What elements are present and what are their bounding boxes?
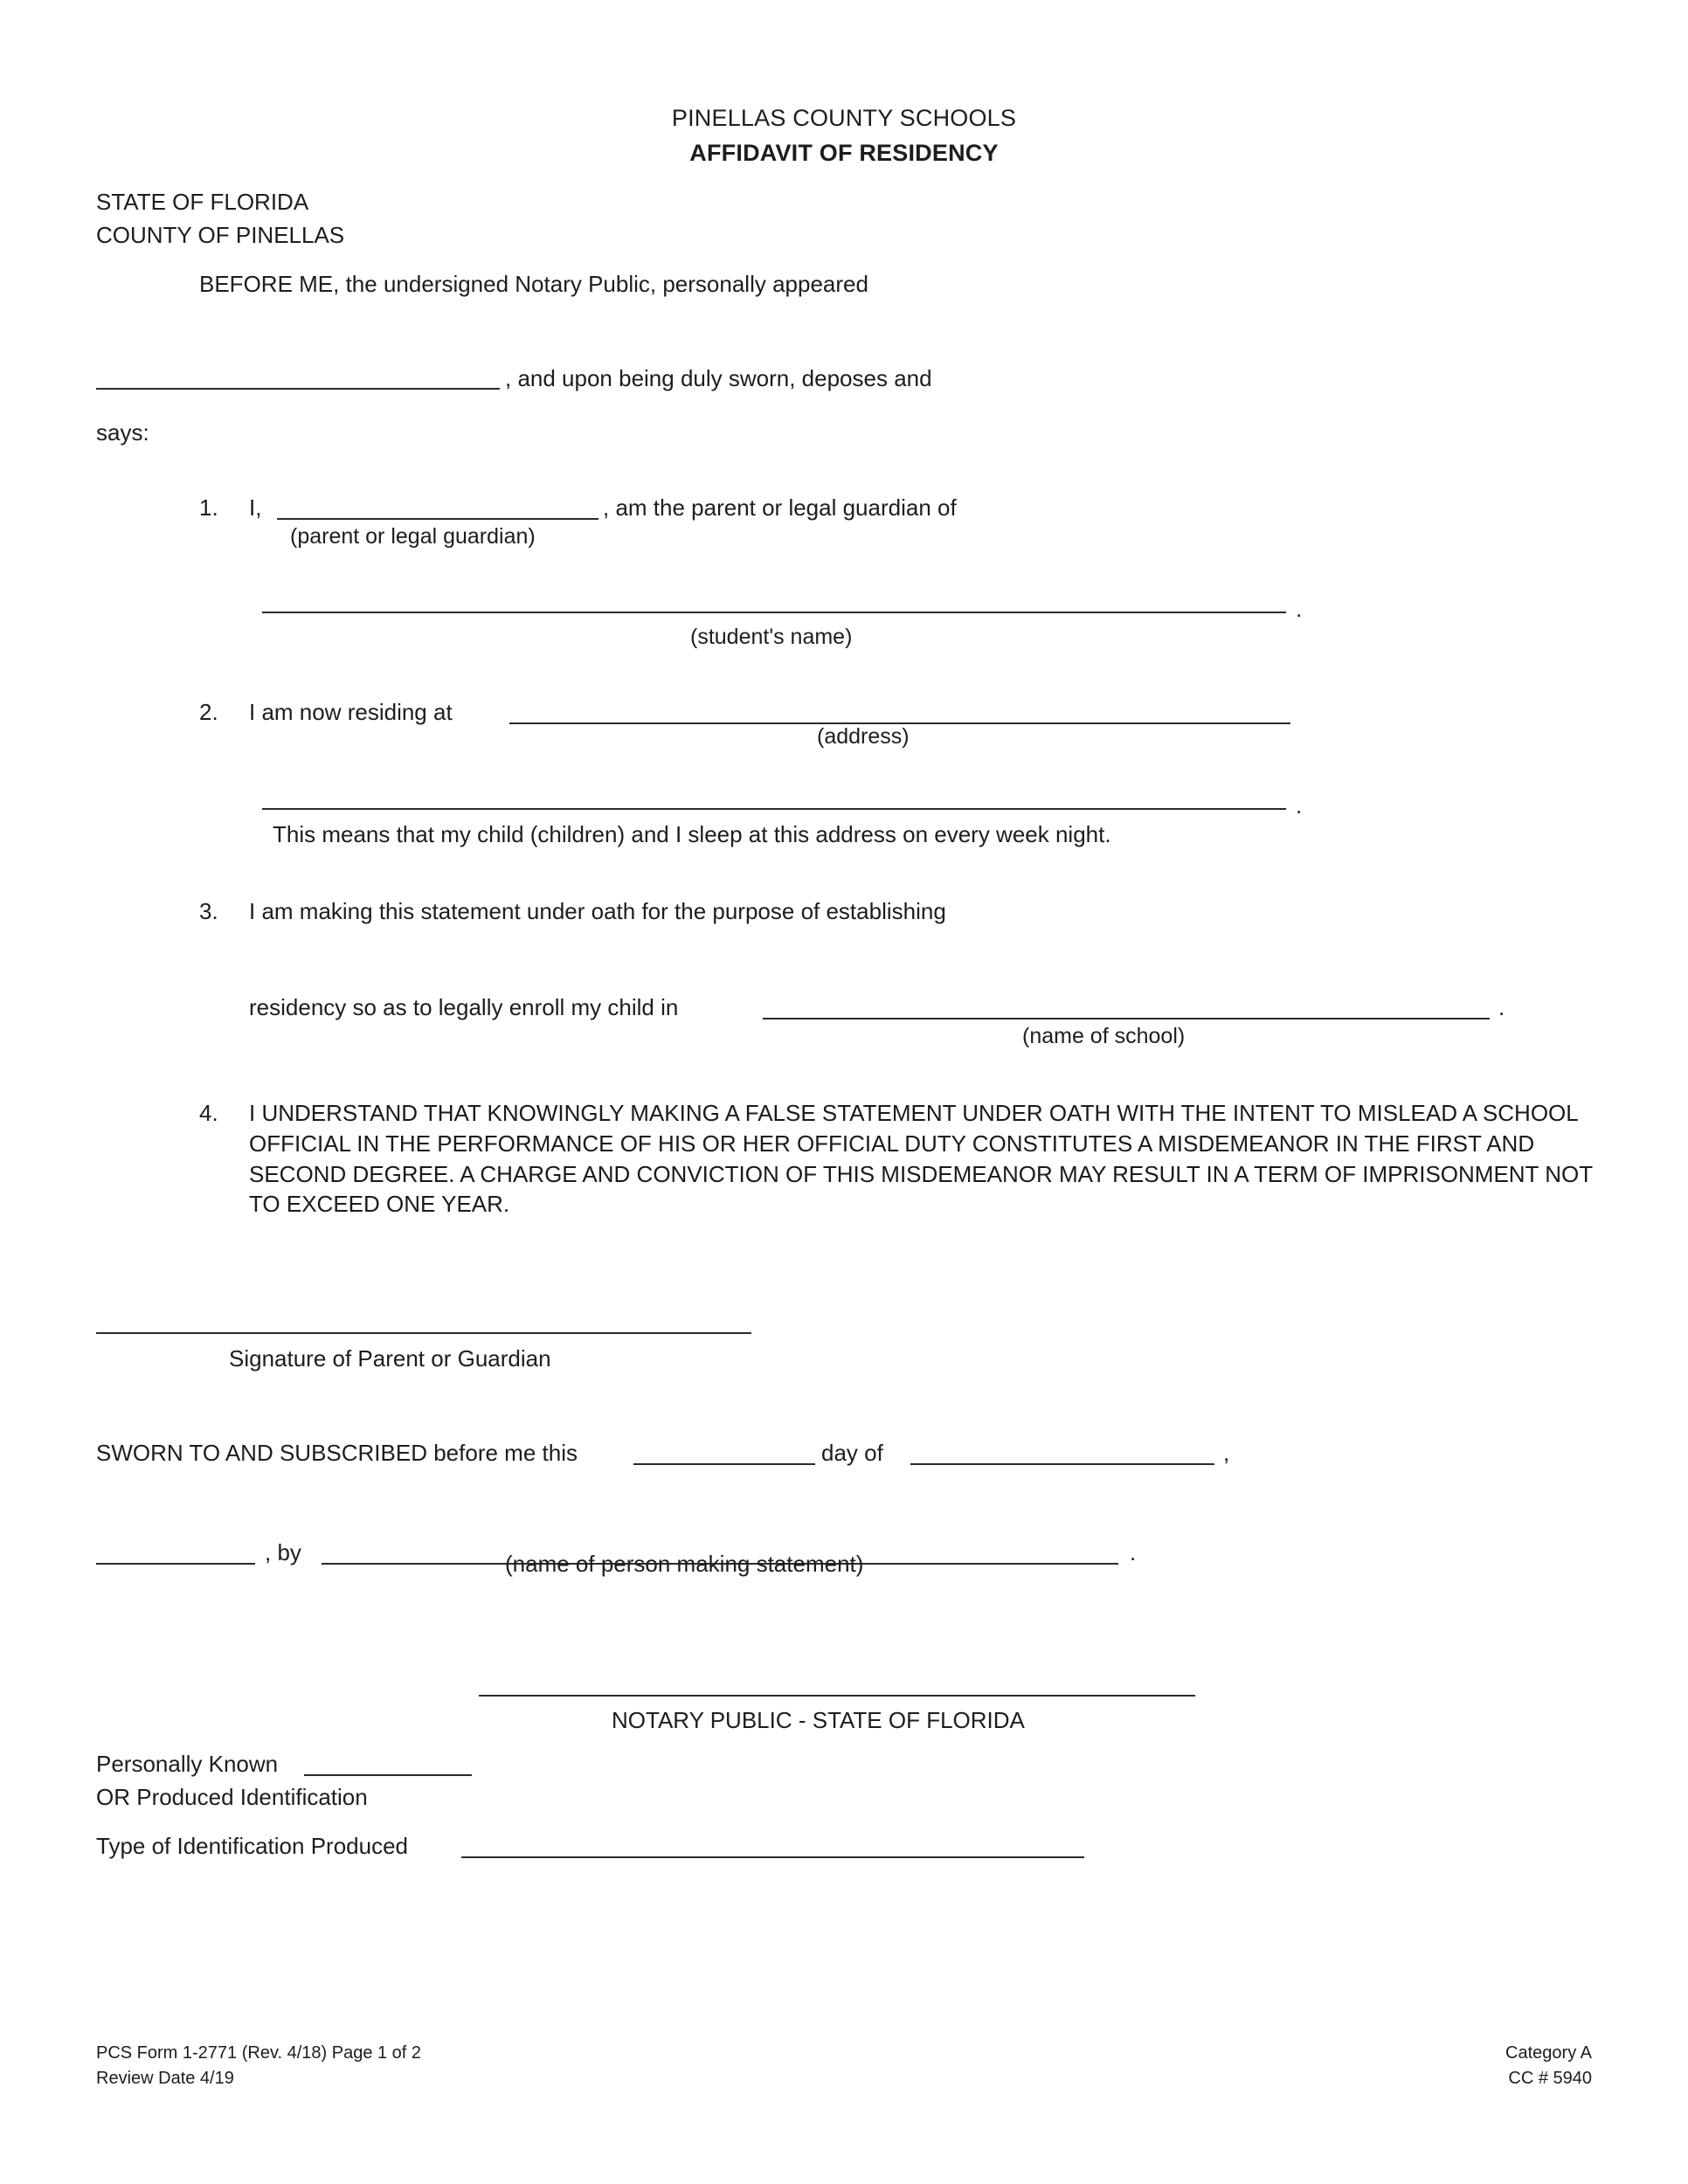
- sworn-day-blank[interactable]: [633, 1463, 815, 1465]
- item-4-paragraph: I UNDERSTAND THAT KNOWINGLY MAKING A FALSE STATEMENT UNDER OATH WITH THE INTENT TO MISLEAD A SCHOOL OFFICIAL IN THE PERFORMANCE OF HIS OR HER OFFICIAL DUTY CONSTITUTES A MISDEMEANOR IN THE FIRST AND SECOND DEGREE. A CHARGE AND CONVICTION OF THIS MISDEMEANOR MAY RESULT IN A TERM OF IMPRISONMENT NOT TO EXCEED ONE YEAR.: [249, 1100, 1593, 1218]
- county-line: COUNTY OF PINELLAS: [96, 222, 345, 248]
- item-1-prefix: I,: [249, 494, 262, 521]
- address-caption: (address): [817, 724, 910, 749]
- sworn-year-blank[interactable]: [96, 1563, 255, 1565]
- footer-review-date: Review Date 4/19: [96, 2069, 234, 2088]
- personally-known-blank[interactable]: [304, 1774, 472, 1776]
- by-period: .: [1130, 1539, 1137, 1565]
- item-3-line-2: residency so as to legally enroll my child in: [249, 994, 679, 1020]
- student-name-blank[interactable]: [262, 612, 1286, 613]
- item-3-line-1: I am making this statement under oath for the purpose of establishing: [249, 898, 946, 924]
- by-label: , by: [265, 1539, 301, 1565]
- item-2-text: I am now residing at: [249, 699, 453, 725]
- parent-signature-blank[interactable]: [96, 1332, 751, 1334]
- parent-guardian-name-blank[interactable]: [277, 518, 598, 520]
- school-name-blank[interactable]: [763, 1018, 1490, 1019]
- item-4-number: 4.: [199, 1100, 218, 1126]
- student-name-caption: (student's name): [690, 625, 853, 649]
- appeared-name-blank[interactable]: [96, 388, 500, 390]
- footer-category: Category A: [1505, 2043, 1592, 2063]
- duly-sworn-text: , and upon being duly sworn, deposes and: [505, 365, 932, 391]
- sworn-to-prefix: SWORN TO AND SUBSCRIBED before me this: [96, 1440, 578, 1466]
- item-3-number: 3.: [199, 898, 218, 924]
- school-name-caption: (name of school): [1022, 1024, 1186, 1048]
- notary-caption: NOTARY PUBLIC - STATE OF FLORIDA: [612, 1707, 1025, 1733]
- weeknight-statement: This means that my child (children) and I sleep at this address on every week night.: [273, 821, 1111, 847]
- page-header-organization: PINELLAS COUNTY SCHOOLS: [671, 105, 1017, 131]
- day-of-label: day of: [821, 1440, 883, 1466]
- statement-person-caption: (name of person making statement): [505, 1551, 864, 1577]
- sworn-month-blank[interactable]: [910, 1463, 1214, 1465]
- says-text: says:: [96, 419, 149, 446]
- type-of-identification-label: Type of Identification Produced: [96, 1833, 409, 1859]
- address-continuation-blank[interactable]: [262, 808, 1286, 810]
- personally-known-label: Personally Known: [96, 1751, 279, 1777]
- parent-guardian-caption: (parent or legal guardian): [290, 524, 536, 549]
- notary-signature-blank[interactable]: [479, 1695, 1195, 1697]
- page-title: AFFIDAVIT OF RESIDENCY: [689, 140, 999, 166]
- state-line: STATE OF FLORIDA: [96, 189, 309, 215]
- item-1-number: 1.: [199, 494, 218, 521]
- student-name-period: .: [1296, 596, 1303, 622]
- school-name-period: .: [1498, 994, 1505, 1020]
- type-of-identification-blank[interactable]: [461, 1856, 1084, 1858]
- footer-form-number: PCS Form 1-2771 (Rev. 4/18) Page 1 of 2: [96, 2043, 422, 2063]
- item-2-number: 2.: [199, 699, 218, 725]
- footer-cc-number: CC # 5940: [1508, 2069, 1592, 2088]
- sworn-comma: ,: [1223, 1440, 1230, 1466]
- signature-caption: Signature of Parent or Guardian: [229, 1345, 551, 1372]
- before-me-text: BEFORE ME, the undersigned Notary Public, personally appeared: [199, 271, 868, 297]
- item-1-suffix: , am the parent or legal guardian of: [603, 494, 957, 521]
- or-produced-identification-label: OR Produced Identification: [96, 1784, 368, 1810]
- address-continuation-period: .: [1296, 792, 1303, 819]
